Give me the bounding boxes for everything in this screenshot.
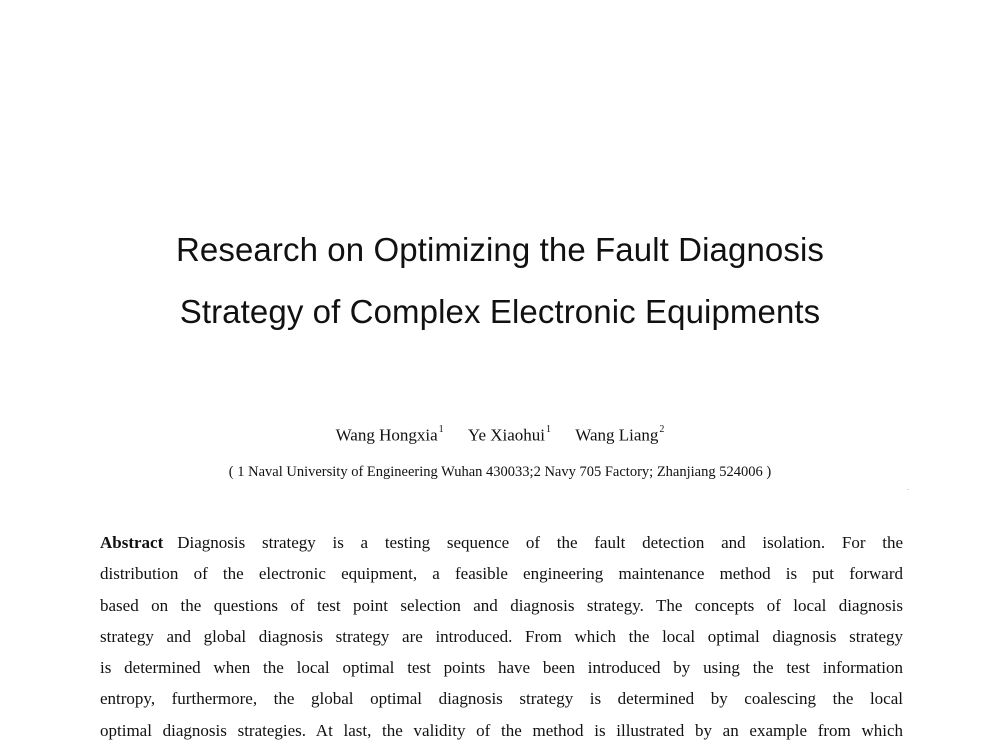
author-affiliation-mark: 1 [438,424,444,435]
affiliation-line: ( 1 Naval University of Engineering Wuhan 430033;2 Navy 705 Factory; Zhanjiang 524006 ) [228,464,772,480]
abstract-line: entropy, furthermore, the global optimal diagnosis strategy is determined by coalescing the local [100,689,903,709]
abstract-line: optimal diagnosis strategies. At last, the validity of the method is illustrated by an example from which [100,720,903,740]
abstract-label: Abstract [100,533,164,552]
author-name: Ye Xiaohui [467,425,546,445]
paper-title-line-1: Research on Optimizing the Fault Diagnosis [175,231,824,268]
author-name: Wang Hongxia [335,425,438,445]
paper-title-line-2: Strategy of Complex Electronic Equipments [179,293,821,330]
abstract-text: Diagnosis strategy is a testing sequence of the fault detection and isolation. For the [177,533,903,552]
abstract-line: distribution of the electronic equipment, a feasible engineering maintenance method is put forward [100,564,903,584]
author-1 [336,421,444,447]
author-affiliation-mark: 2 [659,424,665,435]
author-name: Wang Liang [575,425,659,445]
abstract-block [100,527,903,746]
abstract-line: based on the questions of test point selection and diagnosis strategy. The concepts of local diagnosis [100,595,903,615]
scan-speck [907,489,909,490]
author-affiliation-mark: 1 [546,424,552,435]
author-3 [575,421,664,447]
abstract-line [100,527,903,558]
abstract-line: strategy and global diagnosis strategy are introduced. From which the local optimal diagnosis strategy [100,626,903,646]
author-2 [468,421,551,447]
author-list [0,421,1000,447]
abstract-line: is determined when the local optimal test points have been introduced by using the test information [100,658,903,678]
